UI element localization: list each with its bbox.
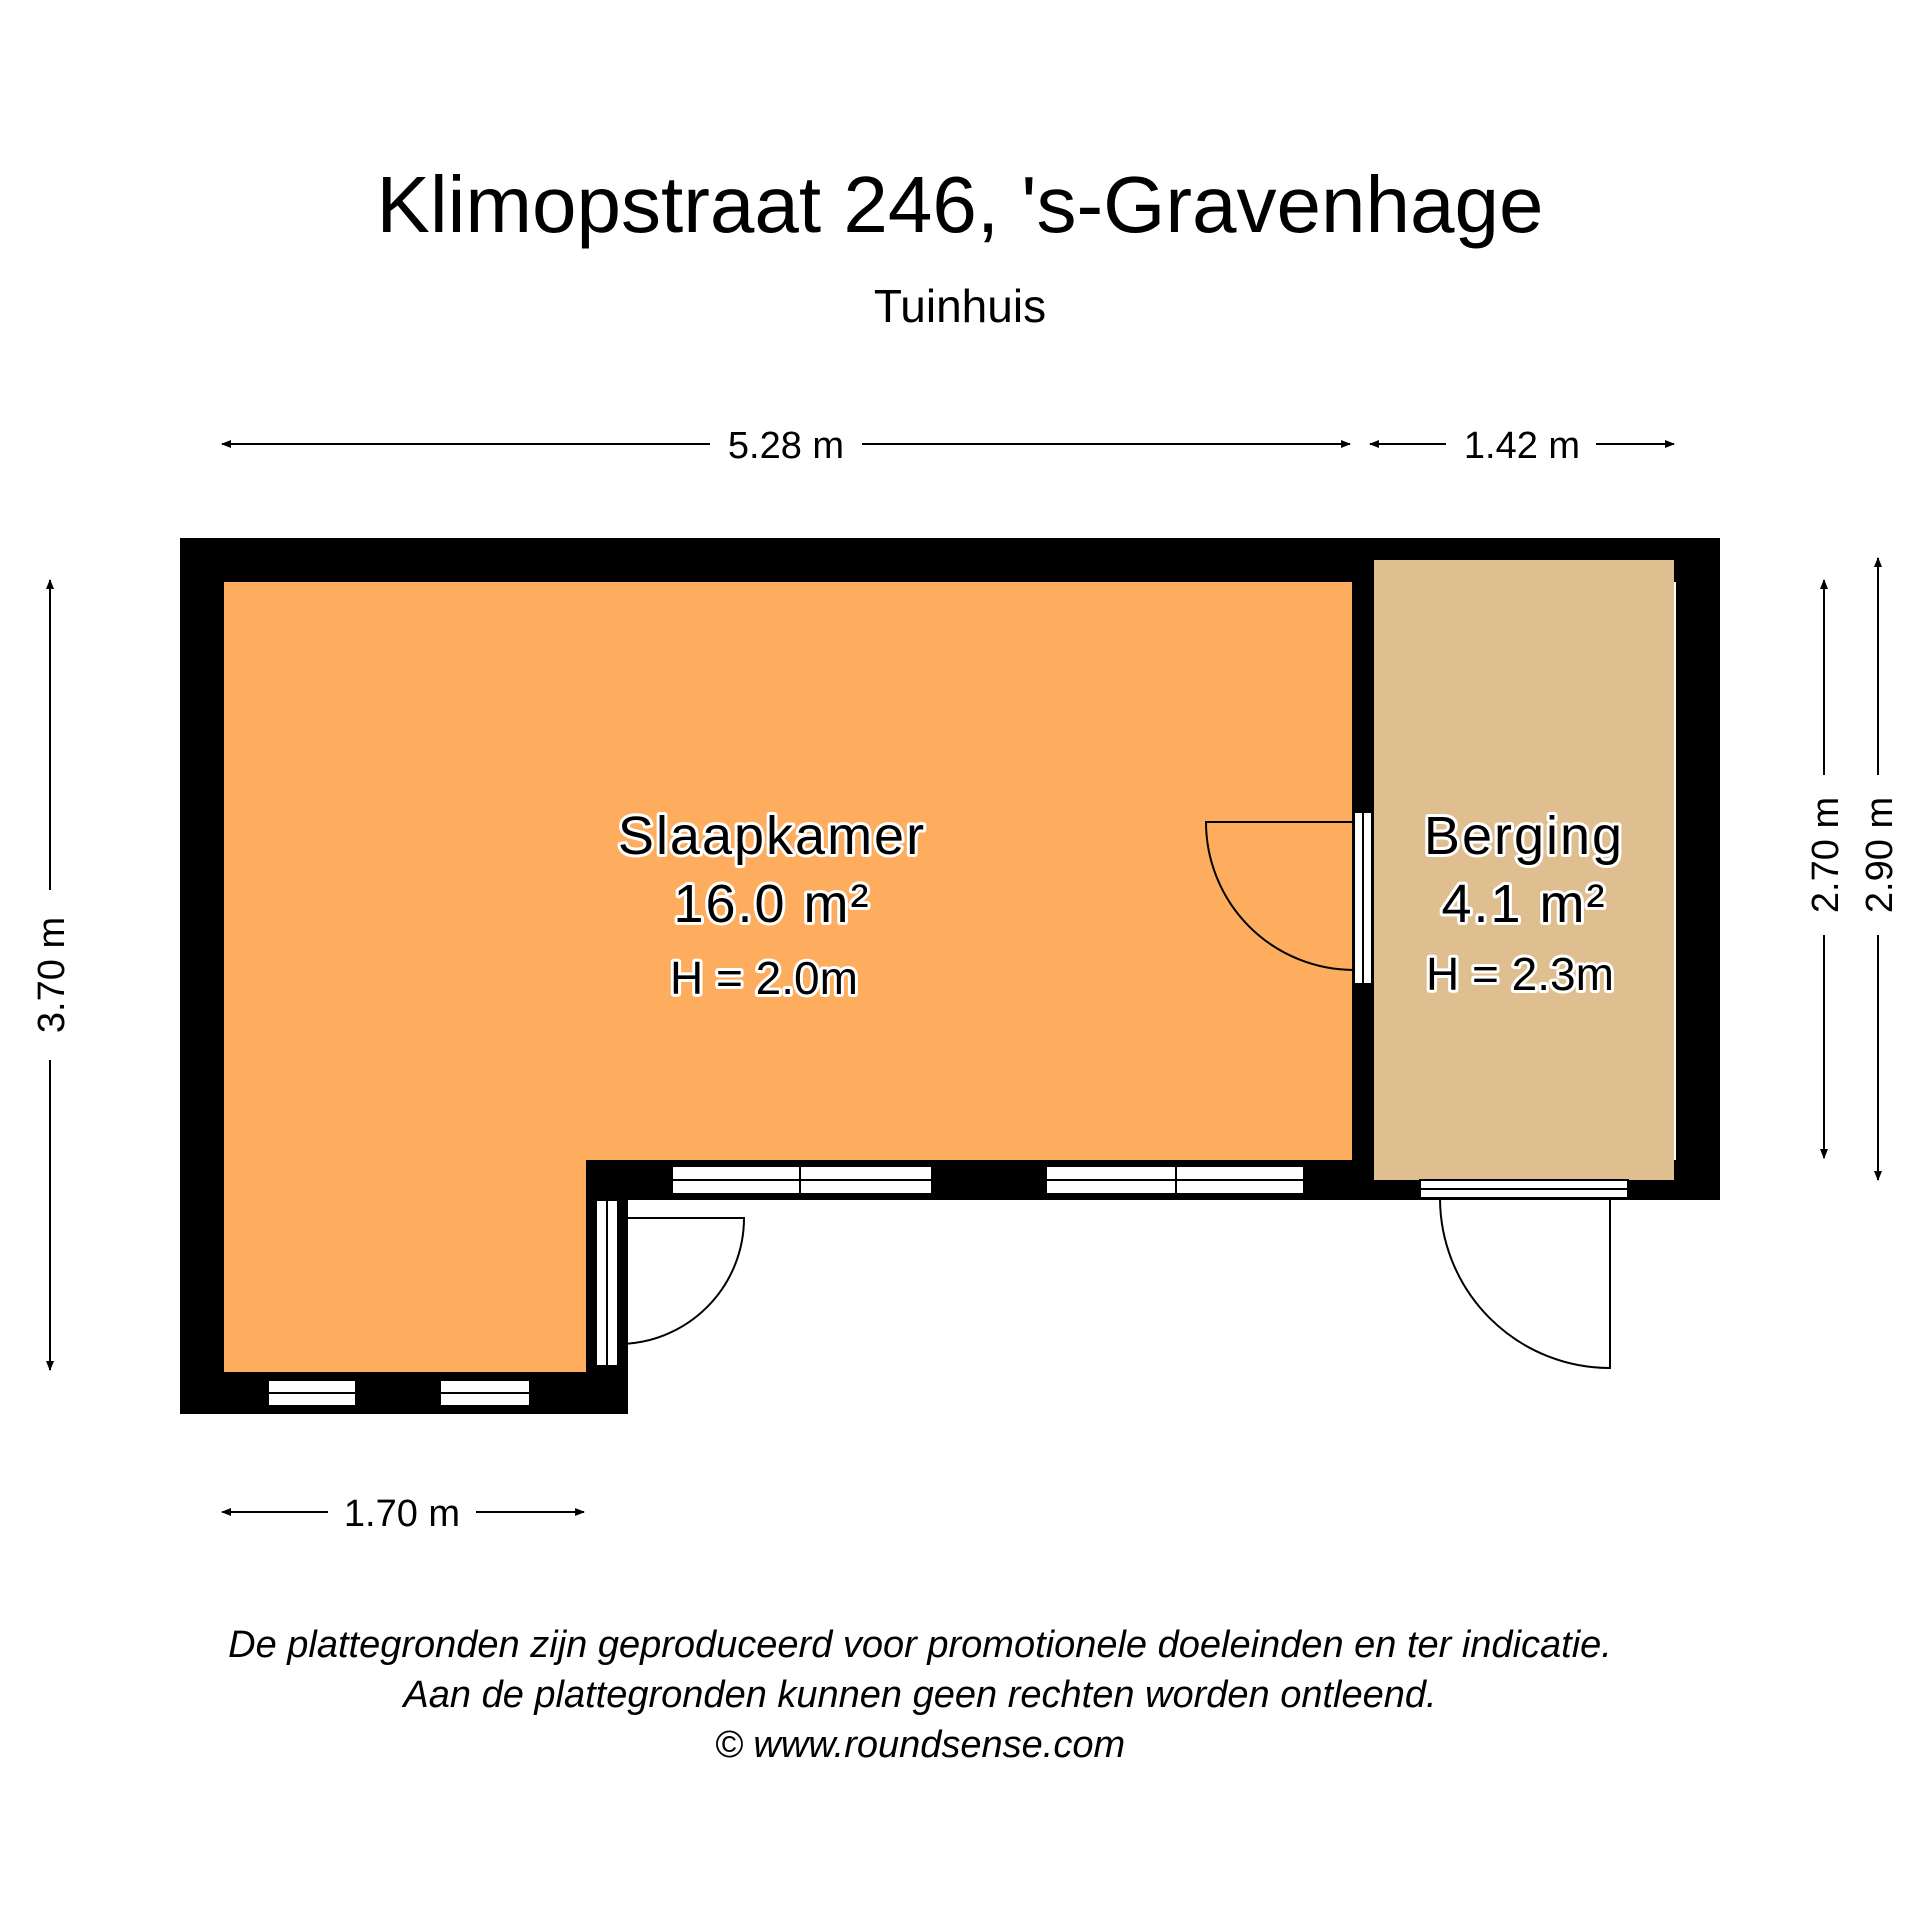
disclaimer-line-2: Aan de plattegronden kunnen geen rechten worden ontleend. — [403, 1674, 1437, 1716]
wall-right — [1676, 538, 1720, 1200]
copyright: © www.roundsense.com — [714, 1724, 1126, 1766]
door-swing-berging — [1440, 1198, 1610, 1368]
room-area-berging: 4.1 m² — [1441, 874, 1607, 934]
wall-bottom-left — [180, 1372, 628, 1414]
dim-label-left: 3.70 m — [31, 916, 73, 1034]
dim-label-right-outer: 2.90 m — [1859, 796, 1901, 914]
room-height-berging: H = 2.3m — [1426, 948, 1614, 1000]
room-name-slaapkamer: Slaapkamer — [617, 806, 927, 866]
disclaimer-line-1: De plattegronden zijn geproduceerd voor promotionele doeleinden en ter indicatie. — [228, 1624, 1612, 1666]
disclaimer — [0, 1620, 1840, 1770]
dim-label-bottom: 1.70 m — [343, 1493, 461, 1535]
dim-label-top-main: 5.28 m — [727, 425, 845, 467]
wall-left — [180, 538, 224, 1414]
room-height-slaapkamer: H = 2.0m — [670, 952, 858, 1004]
door-swing-notch — [618, 1218, 744, 1344]
room-area-slaapkamer: 16.0 m² — [673, 874, 871, 934]
page-subtitle: Tuinhuis — [873, 280, 1047, 332]
room-name-berging: Berging — [1423, 806, 1625, 866]
dim-label-right-inner: 2.70 m — [1805, 796, 1847, 914]
dim-label-top-side: 1.42 m — [1463, 425, 1581, 467]
room-floor-berging — [1374, 560, 1674, 1180]
page-title: Klimopstraat 246, 's-Gravenhage — [376, 160, 1544, 249]
